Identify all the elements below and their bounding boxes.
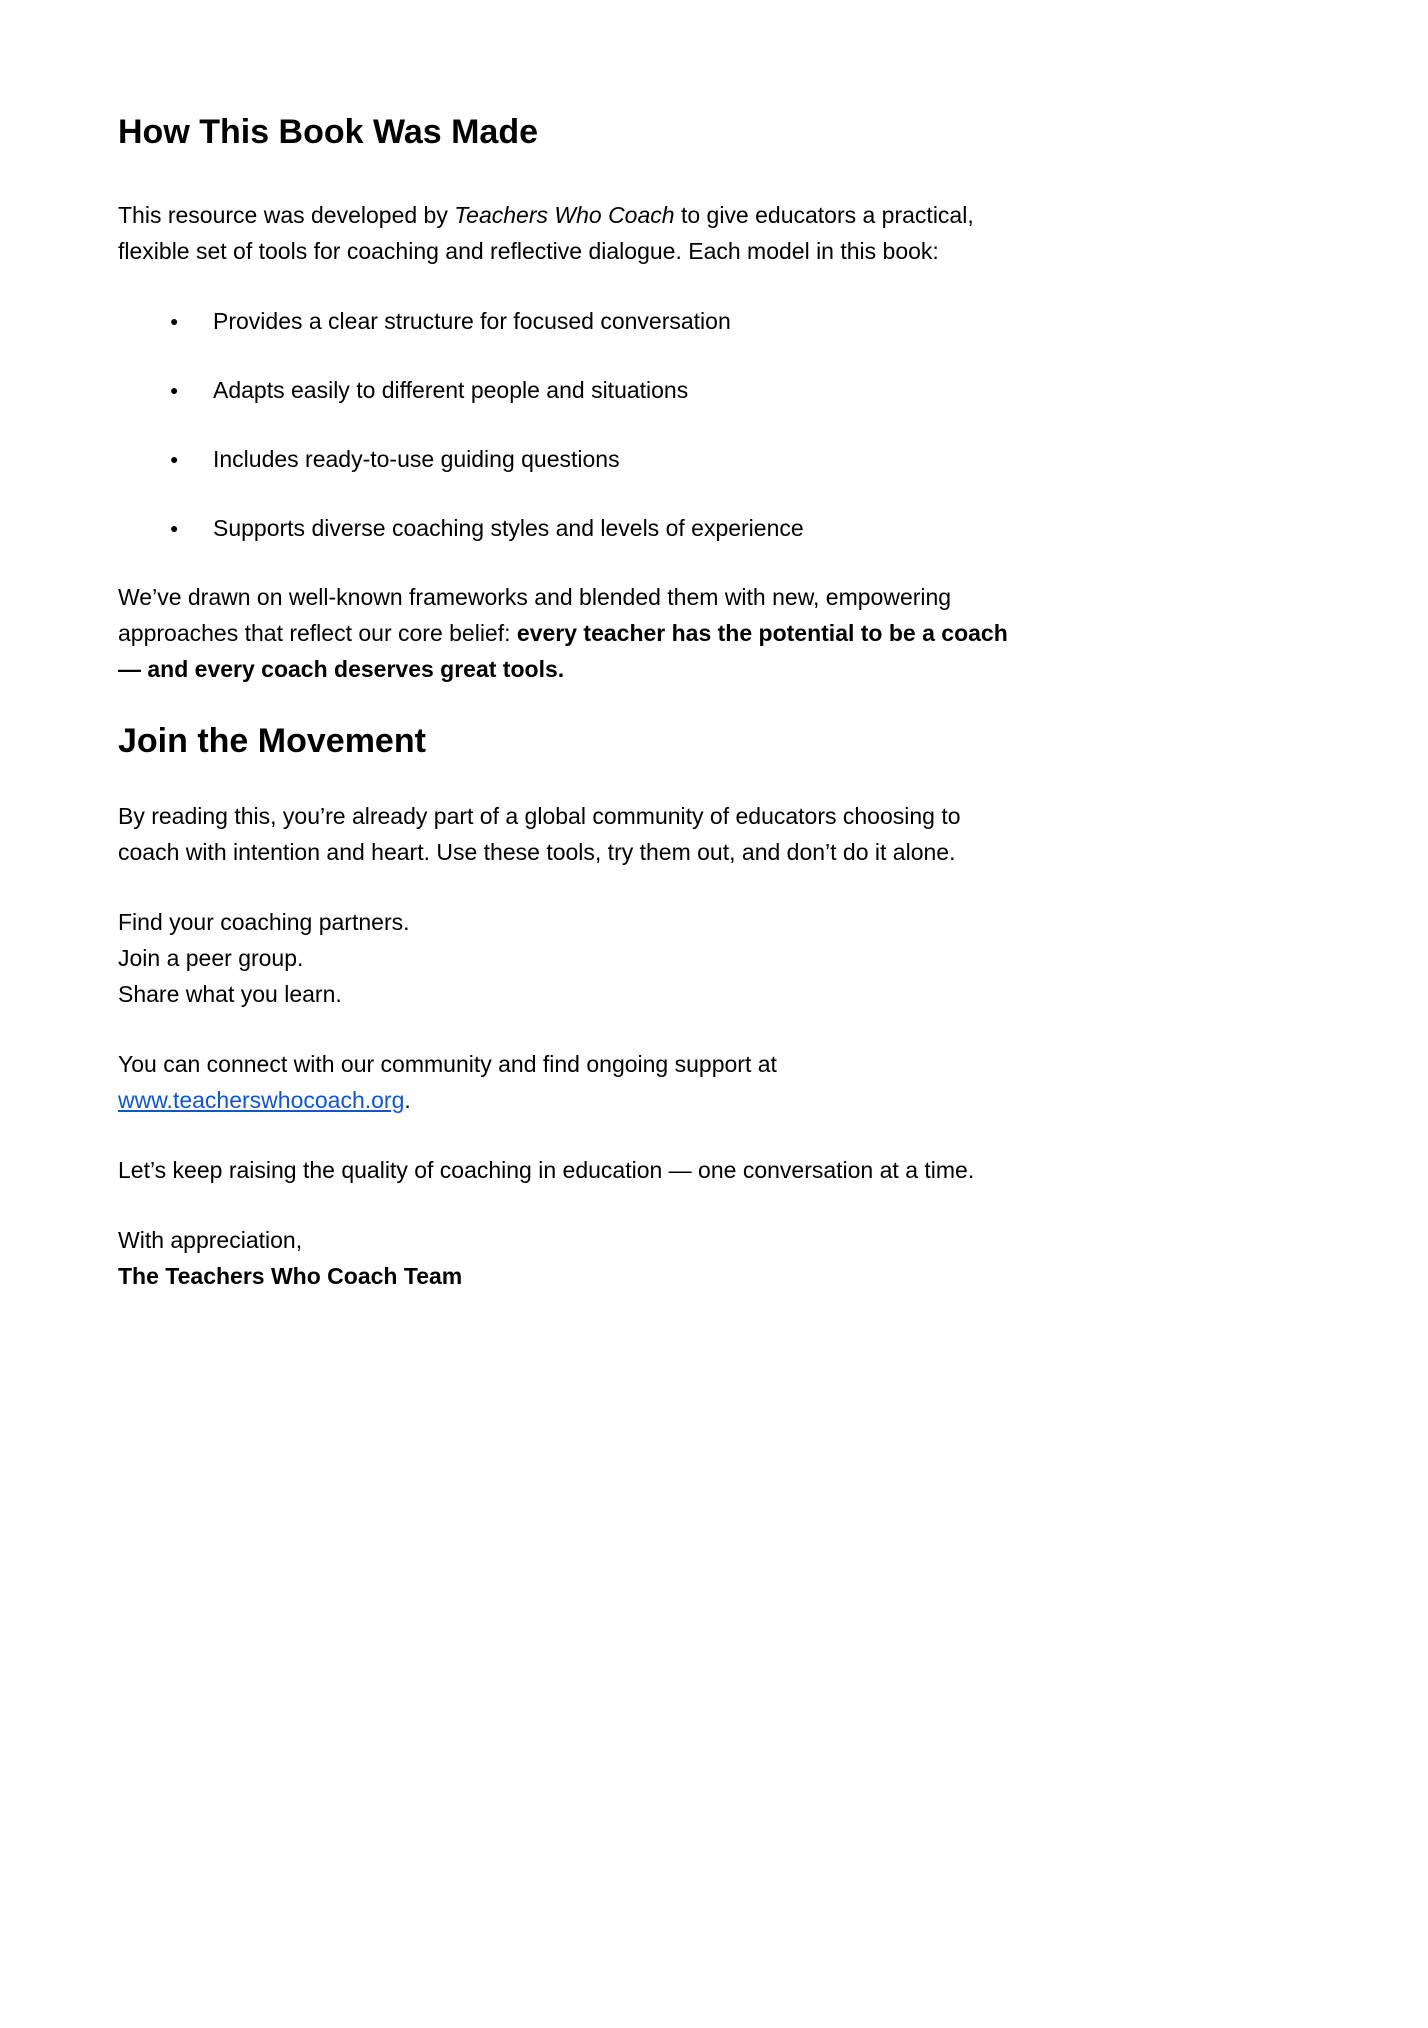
heading-join-the-movement: Join the Movement: [118, 722, 426, 760]
list-item: [118, 510, 1018, 546]
intro-paragraph: [118, 197, 1018, 269]
community-paragraph: By reading this, you’re already part of a global community of educators choosing to coach with intention and heart. Use these tools, try them out, and don’t do it alone.: [118, 803, 961, 865]
bullet-icon: ●: [170, 313, 179, 329]
website-link[interactable]: www.teacherswhocoach.org: [118, 1087, 405, 1113]
signoff-line: With appreciation,: [118, 1227, 303, 1253]
signoff-team-name: The Teachers Who Coach Team: [118, 1263, 463, 1289]
intro-text-pre: This resource was developed by: [118, 202, 455, 228]
intro-text-italic-brand: Teachers Who Coach: [454, 202, 675, 228]
bullet-icon: ●: [170, 382, 179, 398]
call-line-partners: Find your coaching partners.: [118, 909, 410, 935]
list-item-text: Supports diverse coaching styles and levels of experience: [213, 515, 804, 541]
bullet-icon: ●: [170, 520, 179, 536]
bullet-icon: ●: [170, 451, 179, 467]
belief-paragraph: [118, 579, 1018, 687]
document-content: [118, 112, 1018, 1294]
list-item: [118, 441, 1018, 477]
list-item: [118, 303, 1018, 339]
belief-text-bold: every teacher has the potential to be a coach — and every coach deserves great tools.: [118, 620, 1008, 682]
connect-paragraph: [118, 1046, 1018, 1118]
list-item-text: Includes ready-to-use guiding questions: [213, 446, 620, 472]
call-line-share: Share what you learn.: [118, 981, 342, 1007]
list-item-text: Provides a clear structure for focused conversation: [213, 308, 731, 334]
list-item-text: Adapts easily to different people and situations: [213, 377, 689, 403]
signoff-paragraph: [118, 1222, 1018, 1294]
heading-how-this-book-was-made: How This Book Was Made: [118, 113, 539, 151]
features-list: [118, 303, 1018, 546]
list-item: [118, 372, 1018, 408]
belief-text-pre: We’ve drawn on well-known frameworks and blended them with new, empowering approaches that reflect our core belief:: [118, 584, 952, 646]
call-to-action-lines: [118, 904, 1018, 1012]
call-line-peer-group: Join a peer group.: [118, 945, 304, 971]
connect-text-post: .: [404, 1087, 411, 1113]
closing-paragraph: Let’s keep raising the quality of coaching in education — one conversation at a time.: [118, 1157, 975, 1183]
intro-text-post: to give educators a practical, flexible set of tools for coaching and reflective dialogue. Each model in this book:: [118, 202, 974, 264]
connect-text-pre: You can connect with our community and find ongoing support at: [118, 1051, 777, 1077]
